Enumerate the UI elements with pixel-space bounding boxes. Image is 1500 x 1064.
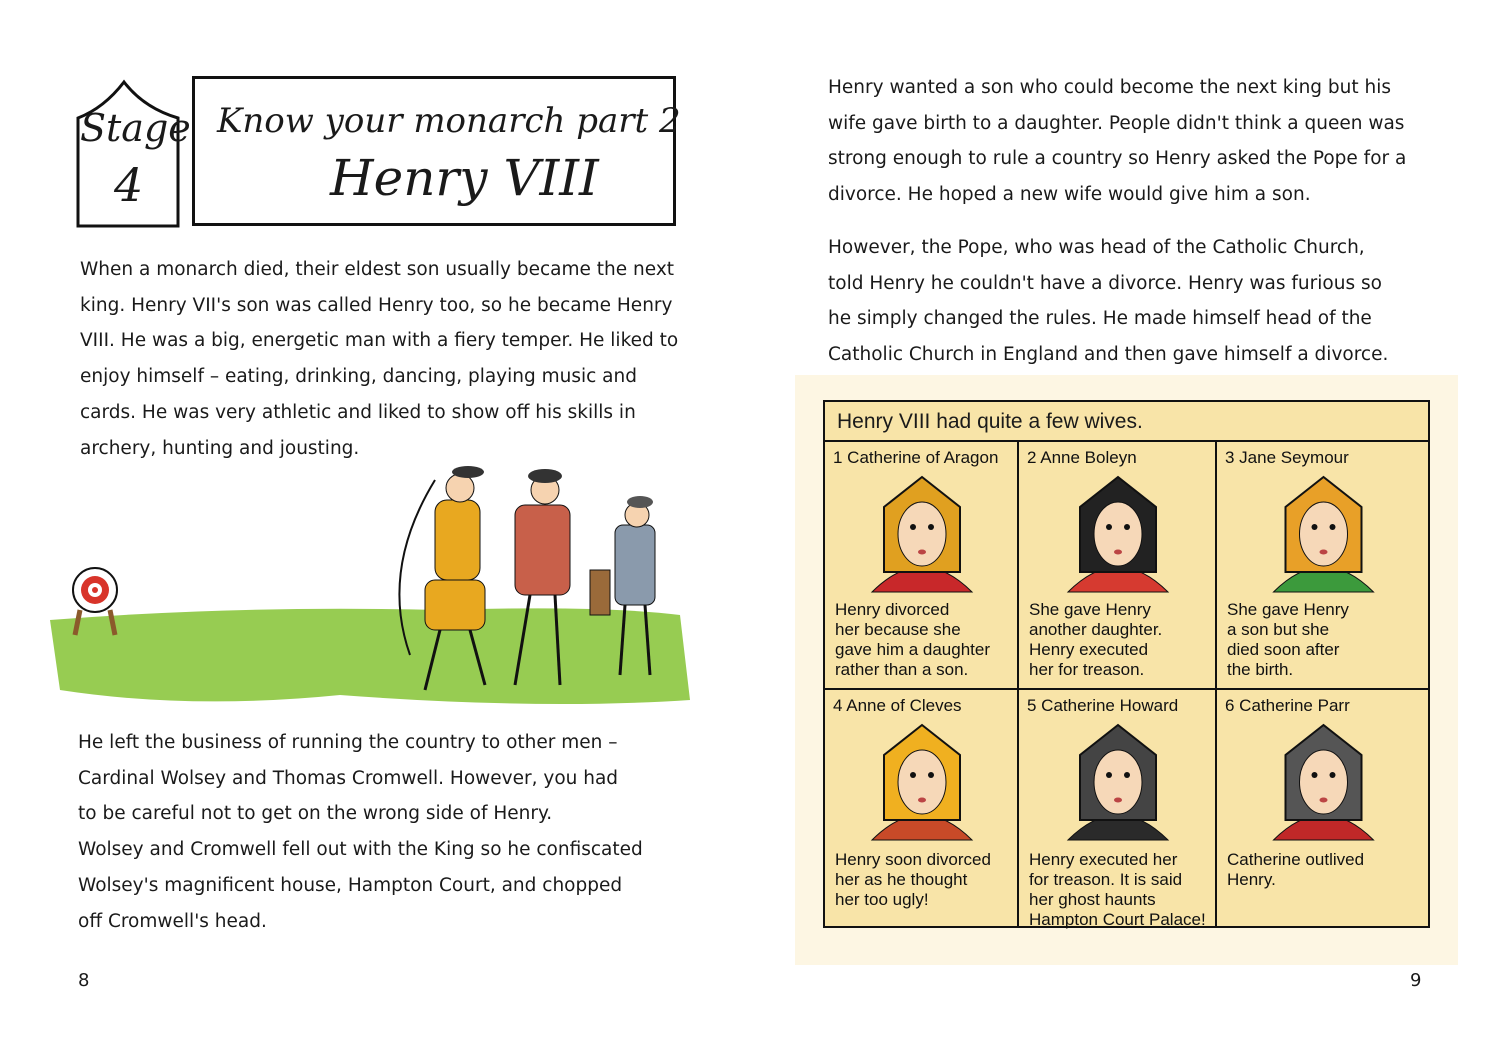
right-paragraph-2	[828, 230, 1388, 373]
text-line: off Cromwell's head.	[78, 910, 267, 932]
wife-portrait	[825, 720, 1019, 845]
caption-line: Henry executed	[1029, 640, 1149, 659]
wife-name: 3 Jane Seymour	[1225, 448, 1349, 467]
wife-portrait	[1019, 472, 1217, 597]
text-line: told Henry he couldn't have a divorce. Henry was furious so	[828, 272, 1382, 294]
stage-badge	[74, 78, 191, 228]
text-line: Cardinal Wolsey and Thomas Cromwell. However, you had	[78, 767, 619, 789]
text-line: He left the business of running the country to other men –	[78, 732, 618, 753]
wife-cell	[823, 688, 1019, 928]
face	[898, 502, 946, 566]
wife-caption	[1227, 850, 1364, 890]
face	[898, 750, 946, 814]
caption-line: her because she	[835, 620, 961, 639]
text-line: divorce. He hoped a new wife would give him a son.	[828, 184, 1311, 206]
wife-name: 2 Anne Boleyn	[1027, 448, 1137, 467]
text-line: wife gave birth to a daughter. People didn't think a queen was	[828, 112, 1405, 134]
caption-line: Henry divorced	[835, 600, 950, 619]
text-line: VIII. He was a big, energetic man with a fiery temper. He liked to	[80, 330, 679, 352]
caption-line: for treason. It is said	[1029, 870, 1183, 889]
wife-portrait	[1019, 720, 1217, 845]
caption-line: She gave Henry	[1029, 600, 1151, 619]
caption-line: Henry soon divorced	[835, 850, 991, 869]
wife-caption	[1029, 850, 1206, 930]
face	[1300, 502, 1348, 566]
caption-line: rather than a son.	[835, 660, 969, 679]
caption-line: a son but she	[1227, 620, 1330, 639]
caption-line: her as he thought	[835, 870, 968, 889]
text-line: cards. He was very athletic and liked to show off his skills in	[80, 401, 636, 423]
text-line: archery, hunting and jousting.	[80, 437, 360, 459]
wife-cell	[1017, 440, 1217, 690]
title-line2: Henry VIII	[330, 149, 599, 207]
text-line: Wolsey and Cromwell fell out with the King so he confiscated	[78, 839, 643, 861]
text-line: strong enough to rule a country so Henry asked the Pope for a	[828, 148, 1407, 170]
title-line1: Know your monarch part 2	[217, 101, 681, 141]
wife-name: 6 Catherine Parr	[1225, 696, 1350, 715]
wife-caption	[835, 600, 990, 680]
text-line: However, the Pope, who was head of the Catholic Church,	[828, 237, 1365, 258]
title-banner	[192, 76, 681, 226]
wife-portrait	[825, 472, 1019, 597]
wife-caption	[1029, 600, 1162, 680]
page-number-left: 8	[78, 970, 90, 991]
text-line: Henry wanted a son who could become the next king but his	[828, 77, 1392, 98]
wife-caption	[1227, 600, 1349, 680]
caption-line: died soon after	[1227, 640, 1340, 659]
text-line: When a monarch died, their eldest son usually became the next	[80, 259, 675, 280]
panel-heading: Henry VIII had quite a few wives.	[837, 410, 1143, 433]
face	[1094, 750, 1142, 814]
caption-line: Henry.	[1227, 870, 1276, 889]
right-paragraph-1	[828, 70, 1406, 213]
text-line: Catholic Church in England and then gave himself a divorce.	[828, 344, 1389, 366]
caption-line: another daughter.	[1029, 620, 1163, 639]
wife-cell	[1017, 688, 1217, 928]
wife-portrait	[1217, 472, 1430, 597]
left-paragraph-2	[78, 725, 643, 939]
wife-cell	[1215, 688, 1430, 928]
text-line: he simply changed the rules. He made himself head of the	[828, 308, 1372, 330]
wife-caption	[835, 850, 991, 910]
wife-name: 4 Anne of Cleves	[833, 696, 962, 715]
text-line: king. Henry VII's son was called Henry too, so he became Henry	[80, 294, 673, 316]
caption-line: her for treason.	[1029, 660, 1145, 679]
archery-illustration	[40, 420, 720, 750]
caption-line: her too ugly!	[835, 890, 929, 909]
caption-line: the birth.	[1227, 660, 1294, 679]
wife-name: 1 Catherine of Aragon	[833, 448, 999, 467]
text-line: to be careful not to get on the wrong side of Henry.	[78, 803, 553, 825]
face	[1300, 750, 1348, 814]
caption-line: She gave Henry	[1227, 600, 1349, 619]
stage-number: 4	[114, 158, 144, 212]
caption-line: Henry executed her	[1029, 850, 1178, 869]
wife-name: 5 Catherine Howard	[1027, 696, 1179, 715]
caption-line: gave him a daughter	[835, 640, 990, 659]
caption-line: Catherine outlived	[1227, 850, 1365, 869]
caption-line: Hampton Court Palace!	[1029, 910, 1206, 929]
stage-label: Stage	[80, 106, 191, 150]
wife-cell	[1215, 440, 1430, 690]
wife-cell	[823, 440, 1019, 690]
wives-panel	[823, 400, 1430, 928]
wife-portrait	[1217, 720, 1430, 845]
caption-line: her ghost haunts	[1029, 890, 1156, 909]
text-line: enjoy himself – eating, drinking, dancing, playing music and	[80, 366, 637, 388]
text-line: Wolsey's magnificent house, Hampton Court, and chopped	[78, 874, 623, 896]
face	[1094, 502, 1142, 566]
page-number-right: 9	[1410, 970, 1422, 991]
